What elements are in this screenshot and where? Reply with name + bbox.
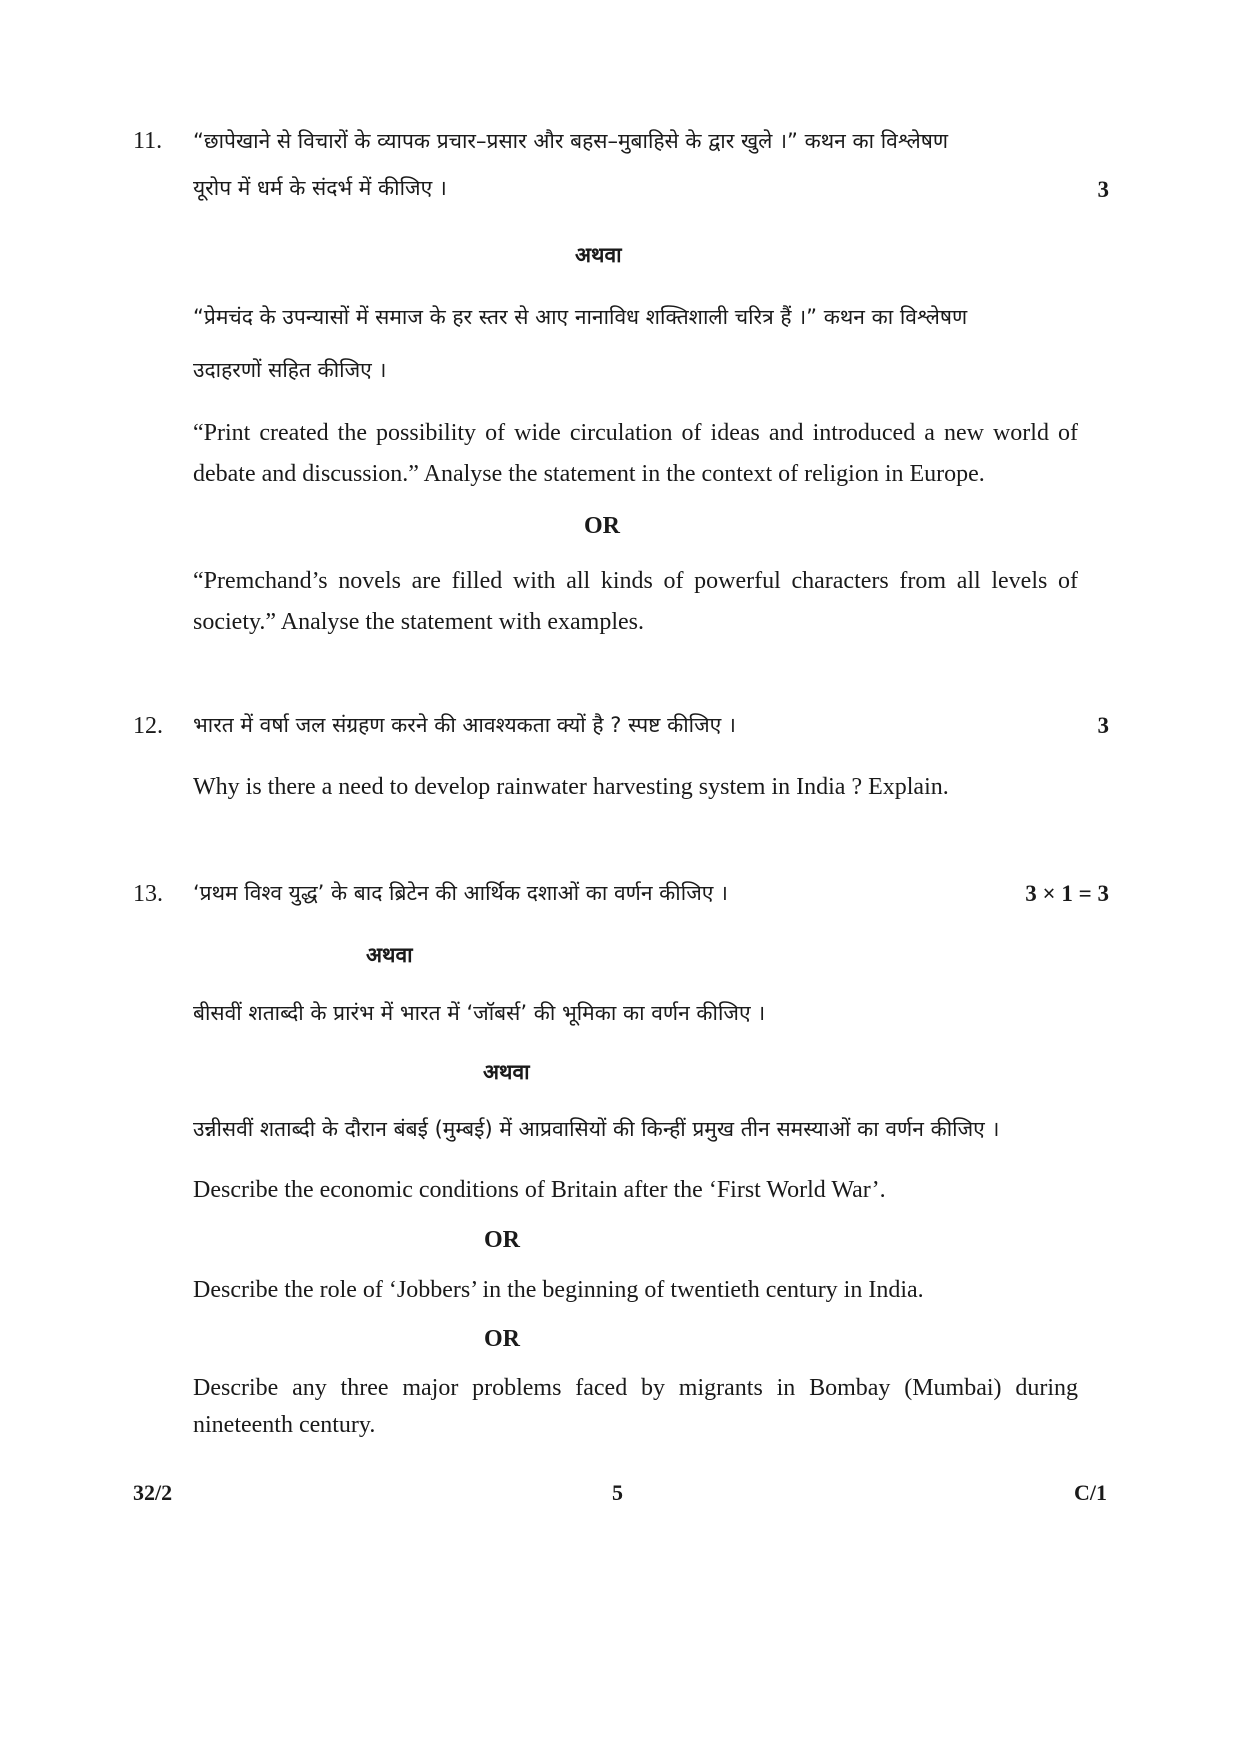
q13-english-alt-2: Describe any three major problems faced by migrants in Bombay (Mumbai) during nineteenth century. <box>193 1375 1078 1438</box>
footer-page-number: 5 <box>612 1480 623 1505</box>
q13-english-or-2: OR <box>484 1326 520 1352</box>
q12-english-text: Why is there a need to develop rainwater harvesting system in India ? Explain. <box>193 774 949 800</box>
footer-paper-code: 32/2 <box>133 1480 173 1505</box>
q11-hindi-line-2: यूरोप में धर्म के संदर्भ में कीजिए । <box>193 176 447 200</box>
q13-hindi-text: ‘प्रथम विश्व युद्ध’ के बाद ब्रिटेन की आर्थिक दशाओं का वर्णन कीजिए । <box>193 881 729 905</box>
q11-hindi-alt-line-2: उदाहरणों सहित कीजिए । <box>193 358 387 382</box>
q13-hindi-or-1: अथवा <box>366 943 413 967</box>
q11-marks: 3 <box>1097 177 1109 202</box>
q12-marks: 3 <box>1097 713 1109 738</box>
q13-english-or-1: OR <box>484 1227 520 1253</box>
question-11-number: 11. <box>133 128 163 154</box>
q13-marks: 3 × 1 = 3 <box>1025 881 1109 906</box>
q11-hindi-alt-line-1: “प्रेमचंद के उपन्यासों में समाज के हर स्तर से आए नानाविध शक्तिशाली चरित्र हैं ।” कथन का विश्लेषण <box>193 305 968 329</box>
footer-set-code: C/1 <box>1074 1480 1107 1505</box>
q12-hindi-text: भारत में वर्षा जल संग्रहण करने की आवश्यकता क्यों है ? स्पष्ट कीजिए । <box>193 713 736 737</box>
q11-english-or: OR <box>584 513 620 539</box>
q11-hindi-line-1: “छापेखाने से विचारों के व्यापक प्रचार–प्रसार और बहस–मुबाहिसे के द्वार खुले ।” कथन का विश्लेषण <box>193 129 949 153</box>
q11-hindi-or: अथवा <box>575 243 622 267</box>
q11-english-alt-text: “Premchand’s novels are filled with all kinds of powerful characters from all levels of society.” Analyse the statement with examples. <box>193 568 1078 635</box>
q13-hindi-alt-1: बीसवीं शताब्दी के प्रारंभ में भारत में ‘जॉबर्स’ की भूमिका का वर्णन कीजिए । <box>193 1001 766 1025</box>
q13-english-alt-1: Describe the role of ‘Jobbers’ in the beginning of twentieth century in India. <box>193 1277 924 1303</box>
question-12-number: 12. <box>133 713 163 739</box>
question-13-number: 13. <box>133 881 163 907</box>
q13-hindi-alt-2: उन्नीसवीं शताब्दी के दौरान बंबई (मुम्बई) में आप्रवासियों की किन्हीं प्रमुख तीन समस्याओं का वर्णन कीजिए । <box>193 1117 1000 1141</box>
q13-english-text: Describe the economic conditions of Britain after the ‘First World War’. <box>193 1177 886 1203</box>
q13-hindi-or-2: अथवा <box>483 1060 530 1084</box>
q11-english-text: “Print created the possibility of wide circulation of ideas and introduced a new world of debate and discussion.” Analyse the statement in the context of religion in Europe. <box>193 420 1078 487</box>
